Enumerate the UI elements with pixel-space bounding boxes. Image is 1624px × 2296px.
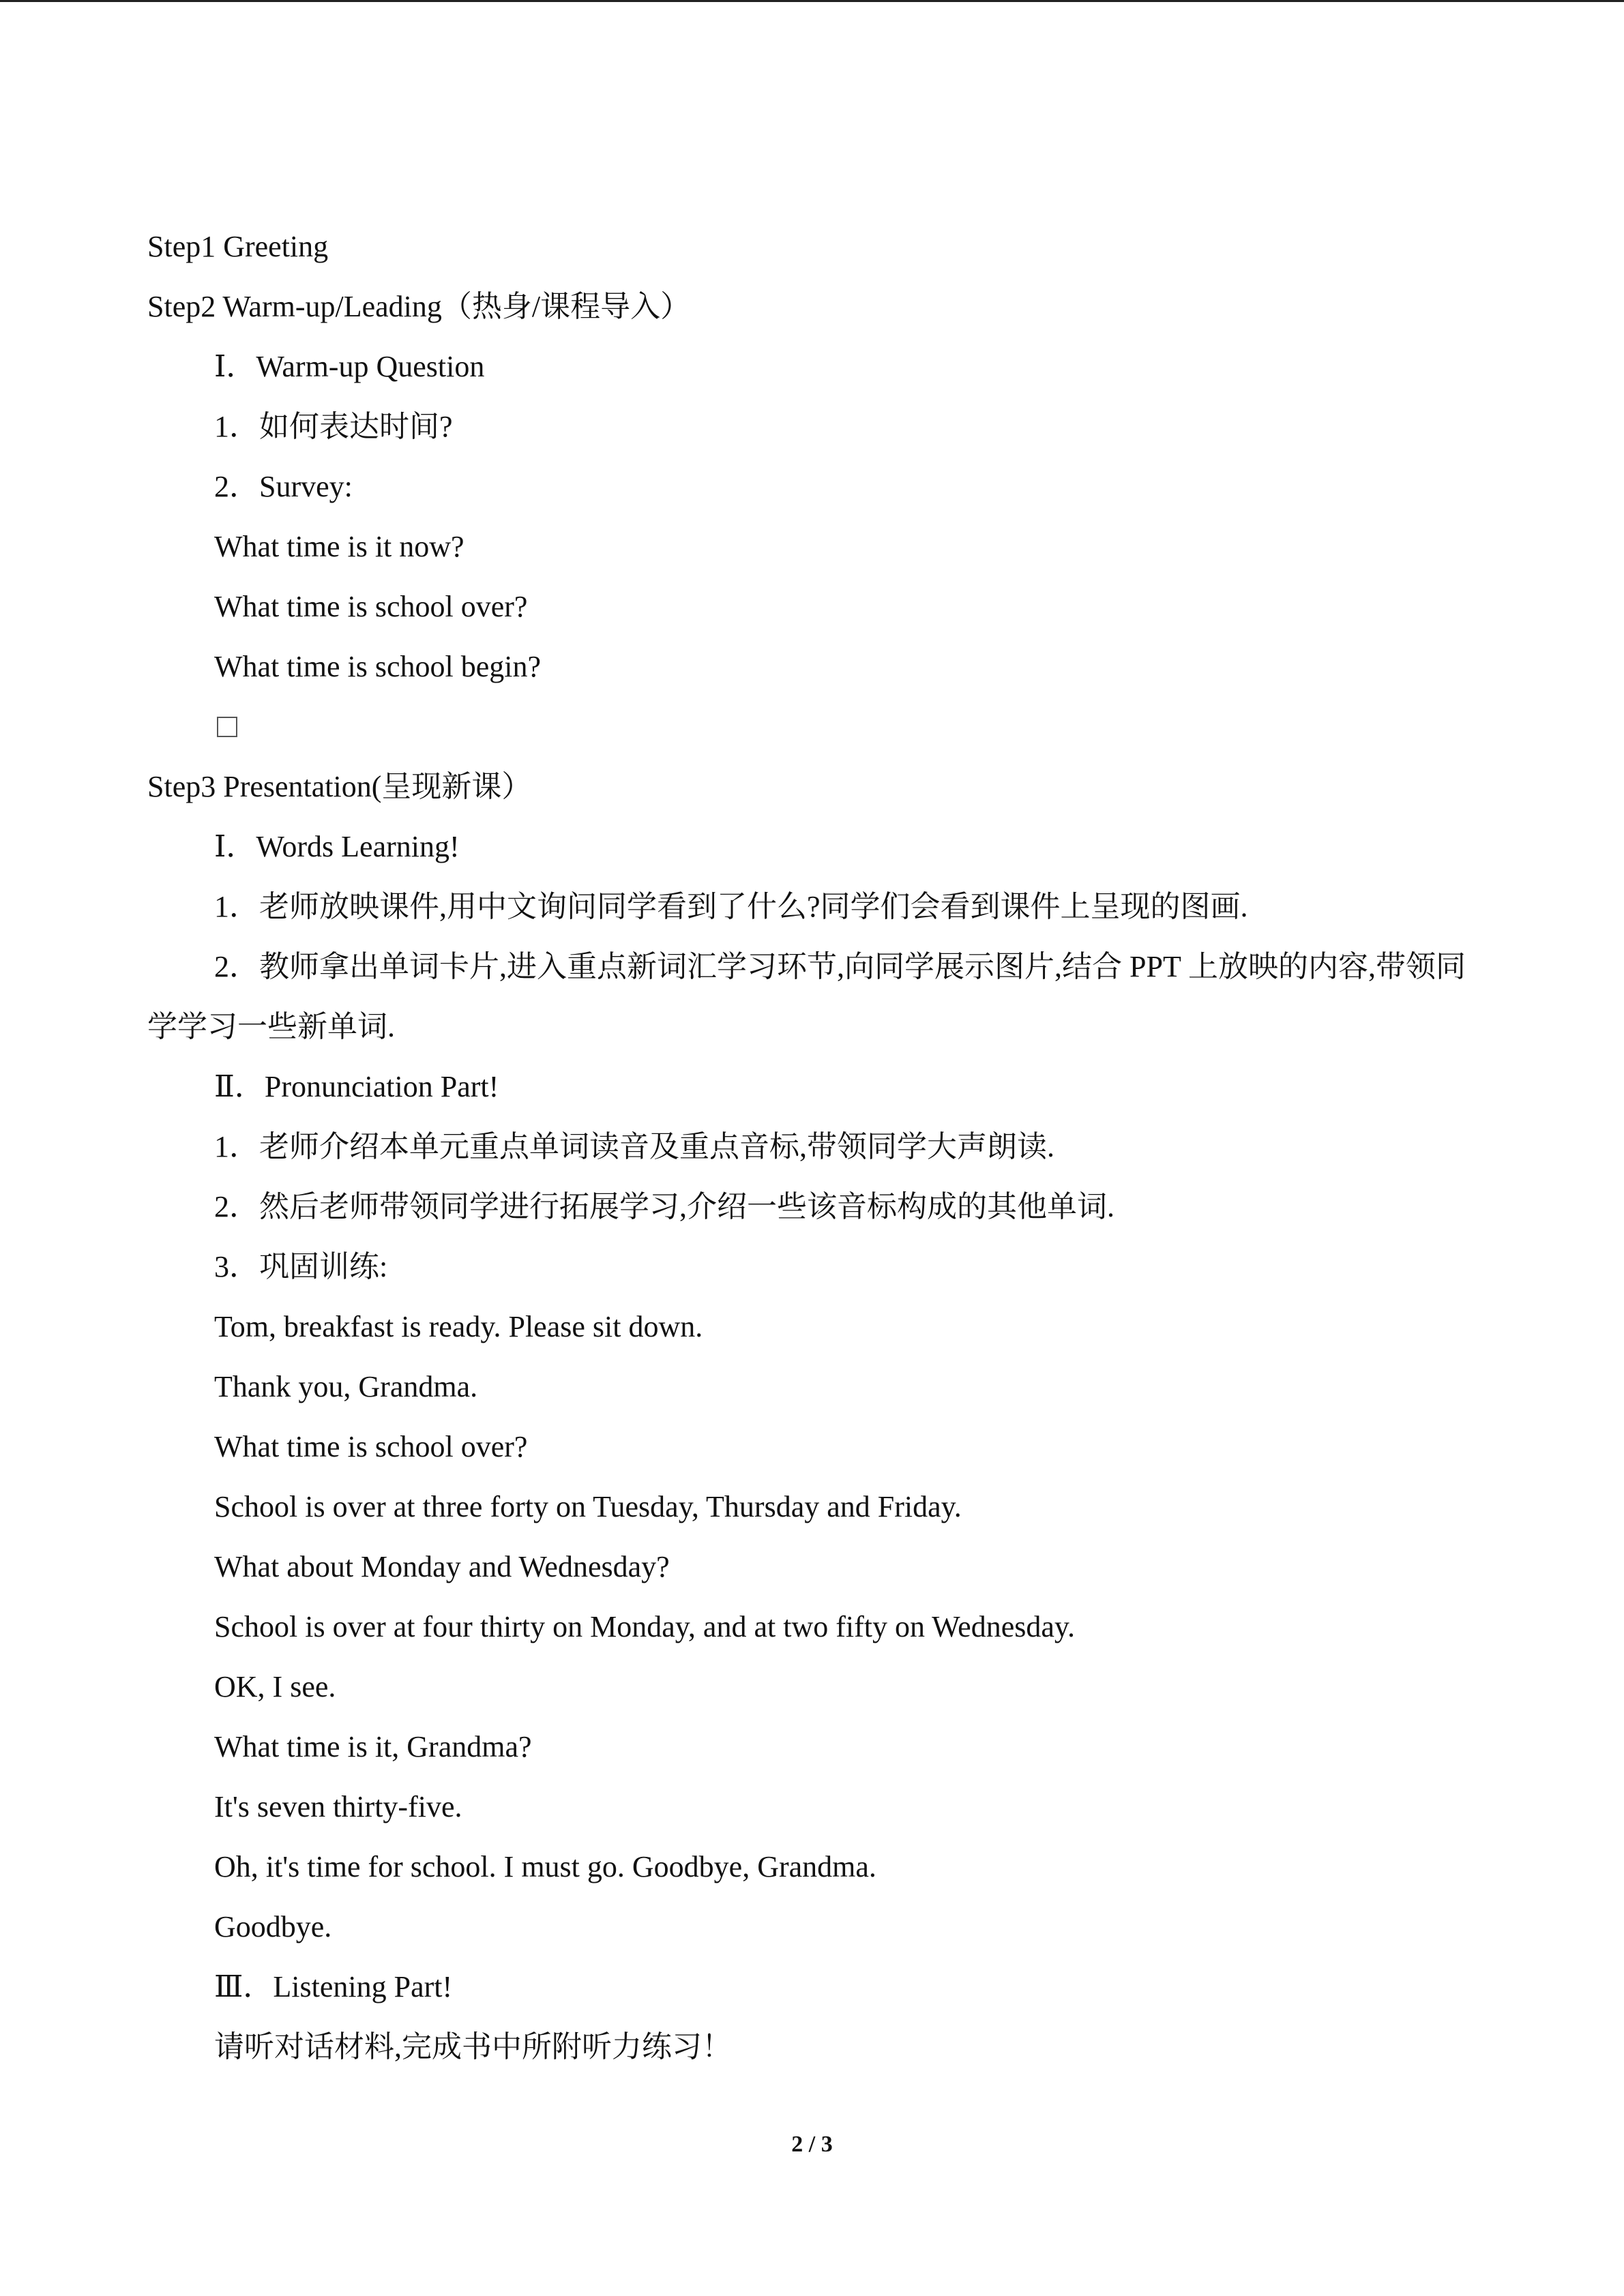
empty-checkbox-icon: [217, 717, 237, 737]
dialogue-line: OK, I see.: [214, 1670, 336, 1703]
words-learning-heading: Ⅰ．Words Learning!: [214, 830, 460, 863]
document-body: [147, 217, 1484, 2077]
dialogue-line: Tom, breakfast is ready. Please sit down.: [214, 1310, 703, 1343]
checkbox-line: [147, 697, 1484, 757]
text-line: 3．巩固训练:: [214, 1250, 388, 1283]
dialogue-line: What about Monday and Wednesday?: [214, 1550, 670, 1583]
listening-heading: Ⅲ．Listening Part!: [214, 1970, 453, 2003]
dialogue-line: Oh, it's time for school. I must go. Goodbye, Grandma.: [214, 1850, 876, 1883]
dialogue-line: What time is it, Grandma?: [214, 1730, 532, 1763]
pronunciation-heading: Ⅱ．Pronunciation Part!: [214, 1070, 499, 1103]
text-paragraph: 2．教师拿出单词卡片,进入重点新词汇学习环节,向同学展示图片,结合 PPT 上放映的内容,带领同学学习一些新单词.: [147, 950, 1466, 1043]
warmup-question-heading: Ⅰ．Warm-up Question: [214, 350, 485, 383]
dialogue-line: School is over at three forty on Tuesday, Thursday and Friday.: [214, 1490, 962, 1523]
step3-heading: Step3 Presentation(呈现新课）: [147, 770, 532, 803]
top-border-line: [0, 0, 1624, 2]
step1-heading: Step1 Greeting: [147, 230, 329, 263]
text-line: 1．老师介绍本单元重点单词读音及重点音标,带领同学大声朗读.: [214, 1130, 1054, 1163]
text-line: 2．Survey:: [214, 470, 353, 503]
text-line: 2．然后老师带领同学进行拓展学习,介绍一些该音标构成的其他单词.: [214, 1190, 1114, 1223]
step2-heading: Step2 Warm-up/Leading（热身/课程导入）: [147, 290, 691, 323]
text-line: What time is it now?: [214, 530, 464, 563]
text-line: 1．老师放映课件,用中文询问同学看到了什么?同学们会看到课件上呈现的图画.: [214, 890, 1248, 923]
dialogue-line: Goodbye.: [214, 1910, 332, 1943]
dialogue-line: It's seven thirty-five.: [214, 1790, 462, 1823]
text-line: 1．如何表达时间?: [214, 410, 453, 443]
dialogue-line: Thank you, Grandma.: [214, 1370, 478, 1403]
dialogue-line: School is over at four thirty on Monday, and at two fifty on Wednesday.: [214, 1610, 1076, 1643]
page-number: 2 / 3: [791, 2132, 833, 2157]
text-line: 请听对话材料,完成书中所附听力练习！: [214, 2030, 732, 2063]
text-line: What time is school begin?: [214, 650, 541, 683]
dialogue-line: What time is school over?: [214, 1430, 528, 1463]
text-line: What time is school over?: [214, 590, 528, 623]
